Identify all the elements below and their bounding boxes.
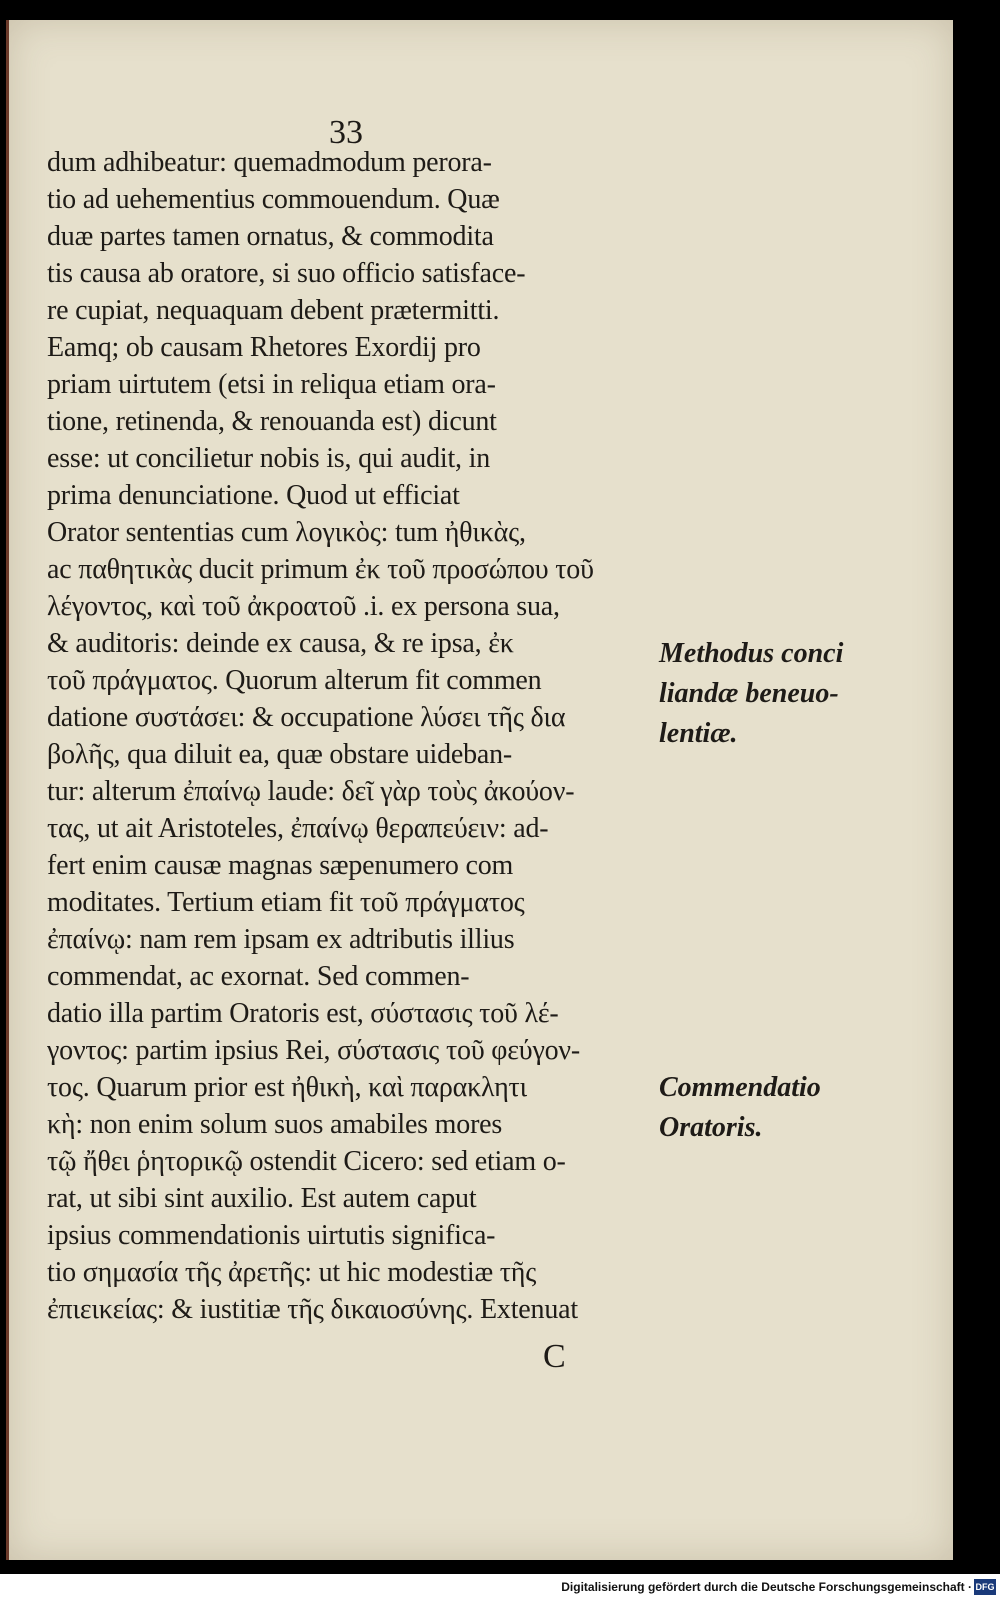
text-line: priam uirtutem (etsi in reliqua etiam ora-	[47, 369, 496, 400]
text-line: τῷ ἤθει ῥητορικῷ ostendit Cicero: sed etiam o-	[47, 1146, 566, 1177]
text-line: fert enim causæ magnas sæpenumero com	[47, 850, 514, 881]
dfg-logo: DFG	[974, 1579, 996, 1595]
text-line: datio illa partim Oratoris est, σύστασις τοῦ λέ-	[47, 998, 559, 1029]
text-line: Eamq; ob causam Rhetores Exordij pro	[47, 332, 481, 363]
text-line: tio σημασία τῆς ἀρετῆς: ut hic modestiæ τῆς	[47, 1257, 537, 1288]
text-line: λέγοντος, καὶ τοῦ ἀκροατοῦ .i. ex persona sua,	[47, 591, 560, 622]
book-page	[6, 20, 953, 1560]
footer-bar	[0, 1574, 1000, 1602]
marginal-note-line: lentiæ.	[659, 718, 738, 749]
main-text-block	[47, 144, 651, 1328]
marginal-note-line: Methodus conci	[659, 638, 844, 669]
text-line: tis causa ab oratore, si suo officio satisface-	[47, 258, 526, 289]
funding-credit: Digitalisierung gefördert durch die Deutsche Forschungsgemeinschaft ·	[561, 1580, 972, 1594]
catchword: C	[543, 1338, 566, 1375]
text-line: ac παθητικὰς ducit primum ἐκ τοῦ προσώπου τοῦ	[47, 554, 594, 585]
marginal-note-commendatio	[659, 1068, 821, 1148]
text-line: κὴ: non enim solum suos amabiles mores	[47, 1109, 503, 1140]
text-line: rat, ut sibi sint auxilio. Est autem caput	[47, 1183, 477, 1214]
marginal-note-line: Commendatio	[659, 1072, 821, 1103]
text-line: tur: alterum ἐπαίνῳ laude: δεῖ γὰρ τοὺς ἀκούον-	[47, 776, 575, 807]
text-line: & auditoris: deinde ex causa, & re ipsa, ἐκ	[47, 628, 514, 659]
text-line: τοῦ πράγματος. Quorum alterum fit commen	[47, 665, 542, 696]
text-line: Orator sententias cum λογικὸς: tum ἠθικὰς,	[47, 517, 526, 548]
marginal-note-methodus	[659, 634, 843, 754]
text-line: re cupiat, nequaquam debent prætermitti.	[47, 295, 500, 326]
text-line: datione συστάσει: & occupatione λύσει τῆς δια	[47, 702, 566, 733]
text-line: tio ad uehementius commouendum. Quæ	[47, 184, 500, 215]
text-line: ἐπαίνῳ: nam rem ipsam ex adtributis illius	[47, 924, 515, 955]
text-line: τος. Quarum prior est ἠθικὴ, καὶ παρακλητι	[47, 1072, 527, 1103]
text-line: dum adhibeatur: quemadmodum perora-	[47, 147, 492, 178]
text-line: moditates. Tertium etiam fit τοῦ πράγματος	[47, 887, 525, 918]
text-line: tione, retinenda, & renouanda est) dicunt	[47, 406, 497, 437]
marginal-note-line: liandæ beneuo-	[659, 678, 839, 709]
text-line: γοντος: partim ipsius Rei, σύστασις τοῦ φεύγον-	[47, 1035, 581, 1066]
text-line: ἐπιεικείας: & iustitiæ τῆς δικαιοσύνης. Extenuat	[47, 1294, 578, 1325]
text-line: commendat, ac exornat. Sed commen-	[47, 961, 470, 992]
text-line: βολῆς, qua diluit ea, quæ obstare uideban-	[47, 739, 513, 770]
text-line: prima denunciatione. Quod ut efficiat	[47, 480, 460, 511]
text-line: duæ partes tamen ornatus, & commodita	[47, 221, 494, 252]
marginal-note-line: Oratoris.	[659, 1112, 763, 1143]
text-line: τας, ut ait Aristoteles, ἐπαίνῳ θεραπεύειν: ad-	[47, 813, 549, 844]
text-line: esse: ut concilietur nobis is, qui audit, in	[47, 443, 491, 474]
page-number: 33	[329, 114, 363, 151]
text-line: ipsius commendationis uirtutis significa-	[47, 1220, 496, 1251]
